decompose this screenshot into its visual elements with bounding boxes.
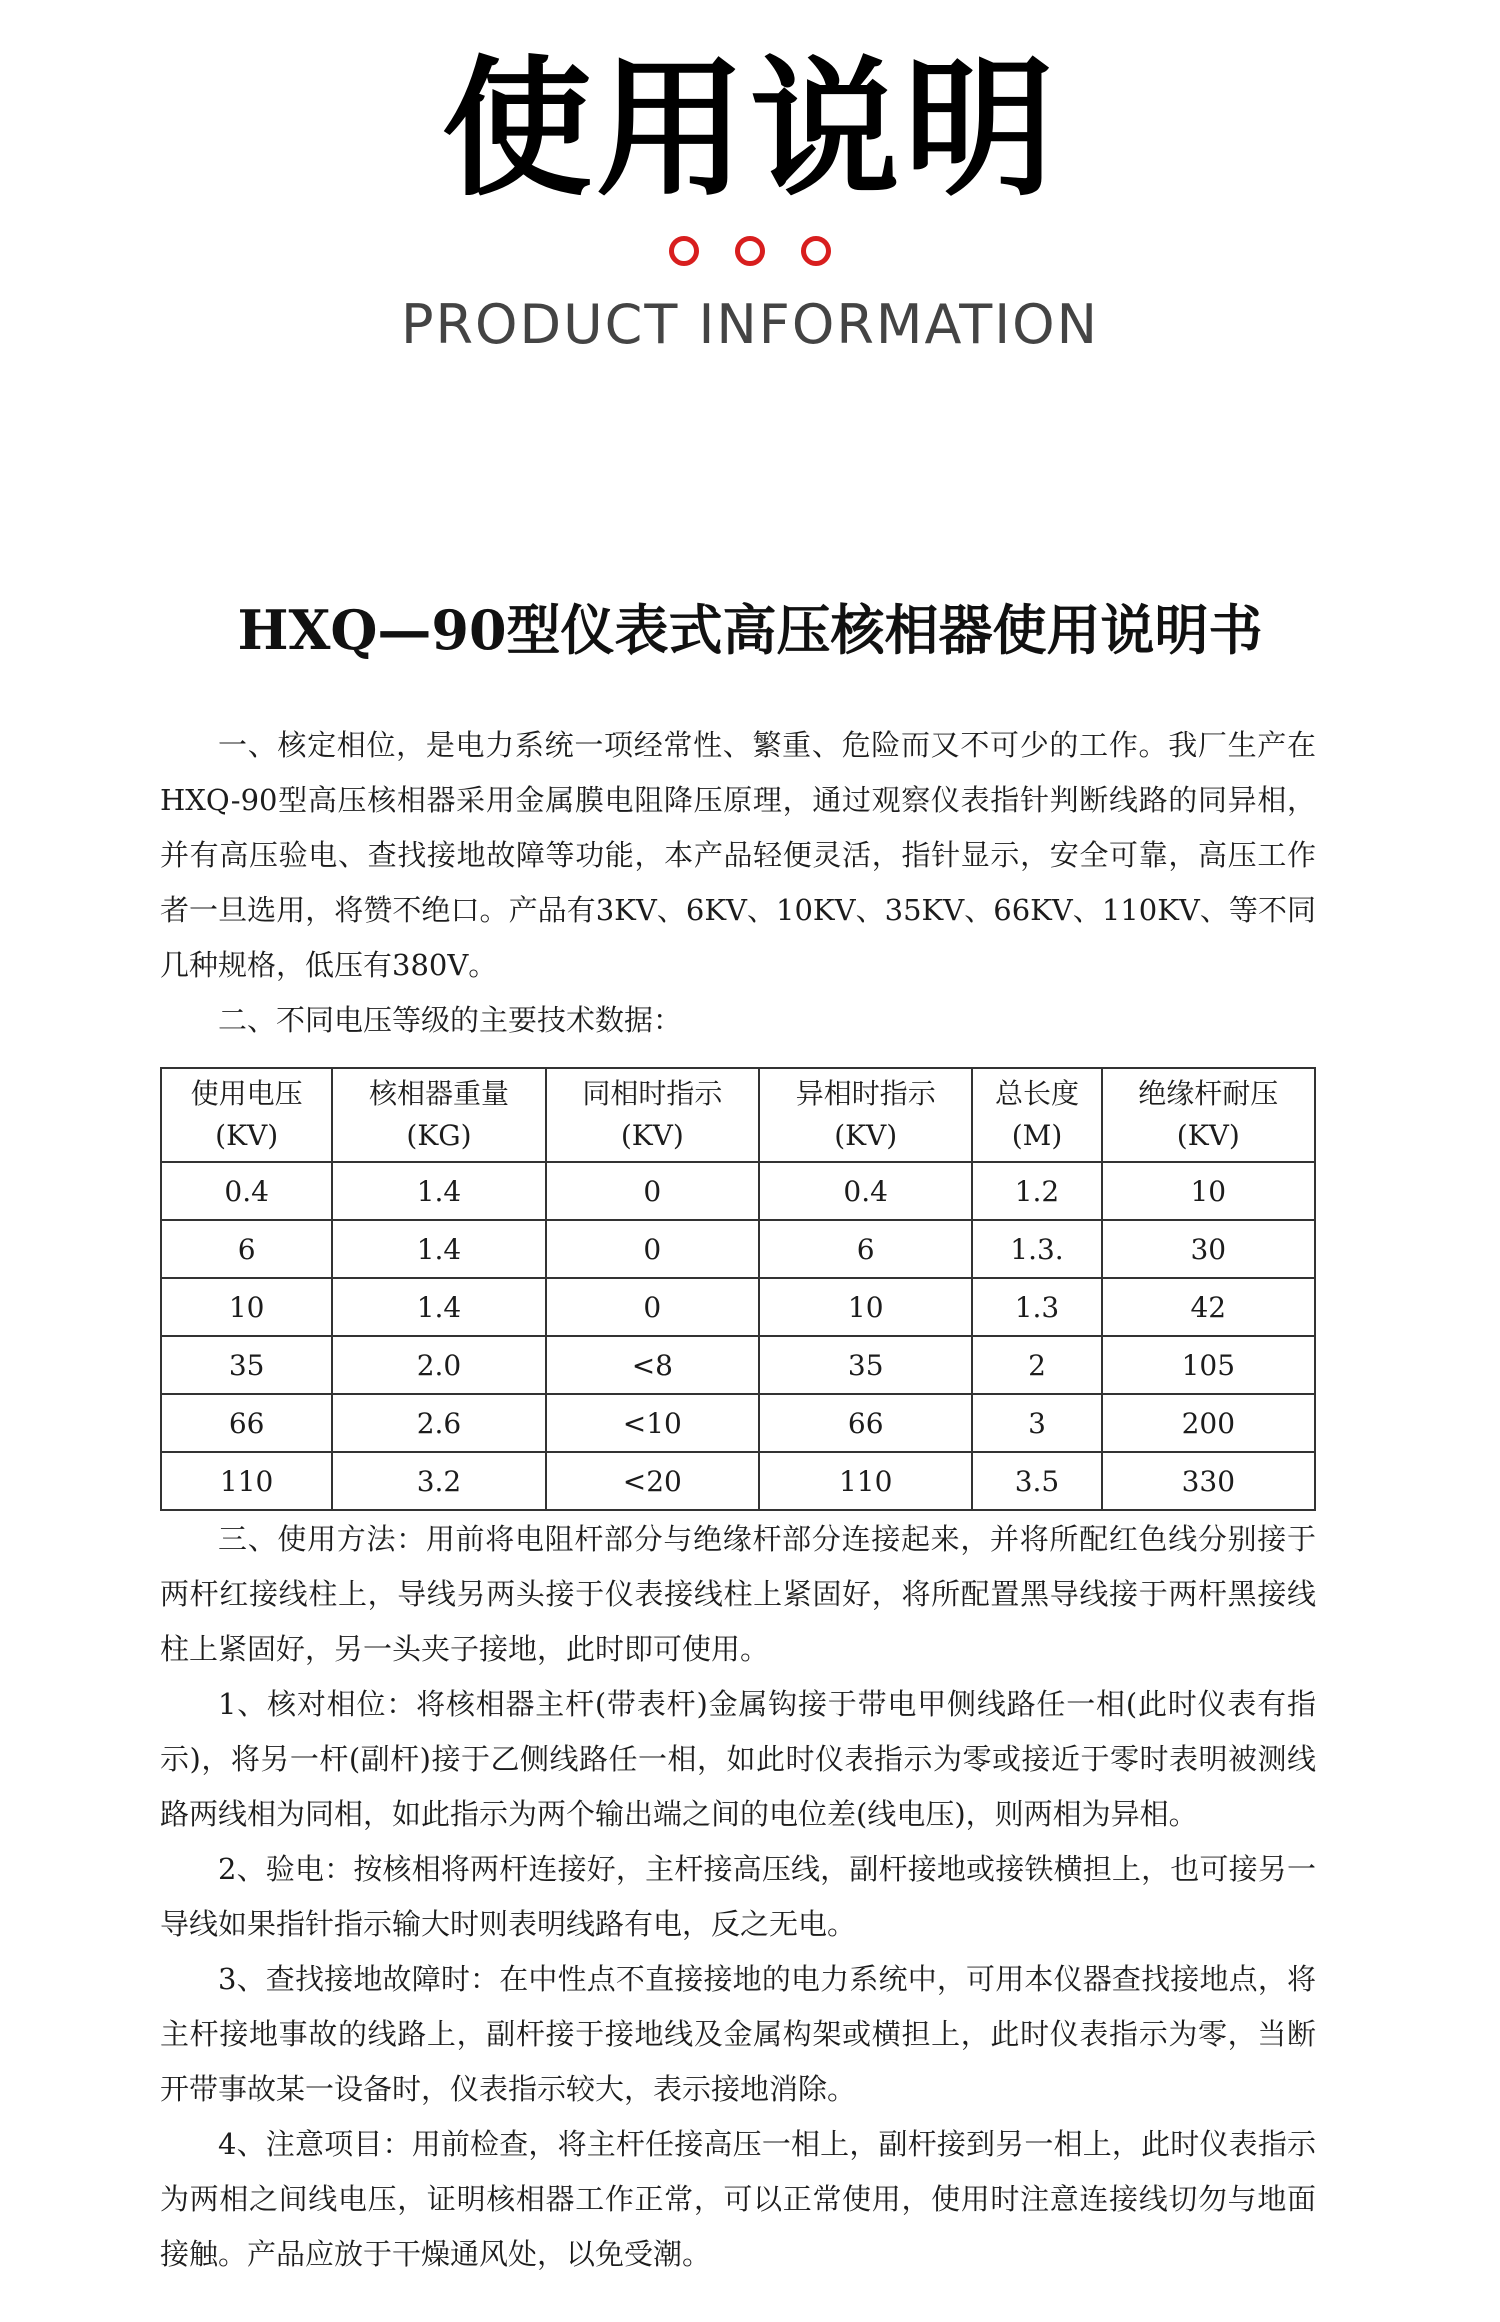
page-heading: 使用说明 (441, 43, 1058, 217)
table-row (161, 1452, 1315, 1510)
page-subheading: PRODUCT INFORMATION (400, 293, 1100, 356)
table-cell: 200 (1102, 1394, 1315, 1452)
table-cell: 3 (972, 1394, 1101, 1452)
decorative-dots (0, 236, 1500, 266)
table-header-row (161, 1068, 1315, 1162)
spec-table (160, 1067, 1316, 1511)
paragraph-usage: 三、使用方法：用前将电阻杆部分与绝缘杆部分连接起来，并将所配红色线分别接于两杆红接线柱上，导线另两头接于仪表接线柱上紧固好，将所配置黑导线接于两杆黑接线柱上紧固好，另一头夹子接地，此时即可使用。 (160, 1522, 1316, 1666)
table-cell: 1.4 (332, 1220, 545, 1278)
table-row (161, 1220, 1315, 1278)
table-cell: 2.0 (332, 1336, 545, 1394)
table-cell: 0 (546, 1162, 759, 1220)
table-cell: 2 (972, 1336, 1101, 1394)
table-cell: 1.2 (972, 1162, 1101, 1220)
paragraph-table-heading: 二、不同电压等级的主要技术数据： (218, 1003, 683, 1037)
paragraph-notes: 4、注意项目：用前检查，将主杆任接高压一相上，副杆接到另一相上，此时仪表指示为两相之间线电压，证明核相器工作正常，可以正常使用，使用时注意连接线切勿与地面接触。产品应放于干燥通风处，以免受潮。 (160, 2127, 1316, 2271)
table-cell: 0 (546, 1278, 759, 1336)
table-cell: 0.4 (161, 1162, 332, 1220)
table-cell: 1.3 (972, 1278, 1101, 1336)
paragraph-voltage-test: 2、验电：按核相将两杆连接好，主杆接高压线，副杆接地或接铁横担上，也可接另一导线如果指针指示输大时则表明线路有电，反之无电。 (160, 1852, 1316, 1941)
table-cell: <8 (546, 1336, 759, 1394)
document-title: HXQ—90型仪表式高压核相器使用说明书 (237, 598, 1263, 662)
circle-icon (801, 236, 831, 266)
table-cell: 1.3. (972, 1220, 1101, 1278)
table-cell: 66 (161, 1394, 332, 1452)
table-cell: 0.4 (759, 1162, 972, 1220)
paragraph-intro: 一、核定相位，是电力系统一项经常性、繁重、危险而又不可少的工作。我厂生产在HXQ-90型高压核相器采用金属膜电阻降压原理，通过观察仪表指针判断线路的同异相，并有高压验电、查找接地故障等功能，本产品轻便灵活，指针显示，安全可靠，高压工作者一旦选用，将赞不绝口。产品有3KV、6KV、10KV、35KV、66KV、110KV、等不同几种规格，低压有380V。 (160, 728, 1316, 982)
table-cell: 3.2 (332, 1452, 545, 1510)
table-cell: 3.5 (972, 1452, 1101, 1510)
table-header-cell: 异相时指示 (KV) (759, 1068, 972, 1162)
table-cell: 10 (759, 1278, 972, 1336)
table-cell: 110 (161, 1452, 332, 1510)
table-cell: <10 (546, 1394, 759, 1452)
table-cell: 30 (1102, 1220, 1315, 1278)
table-cell: 10 (1102, 1162, 1315, 1220)
table-header-cell: 使用电压 (KV) (161, 1068, 332, 1162)
circle-icon (669, 236, 699, 266)
table-cell: 2.6 (332, 1394, 545, 1452)
table-cell: <20 (546, 1452, 759, 1510)
table-cell: 1.4 (332, 1162, 545, 1220)
table-header-cell: 总长度 (M) (972, 1068, 1101, 1162)
table-cell: 0 (546, 1220, 759, 1278)
table-cell: 6 (161, 1220, 332, 1278)
table-cell: 110 (759, 1452, 972, 1510)
table-row (161, 1162, 1315, 1220)
table-row (161, 1336, 1315, 1394)
circle-icon (735, 236, 765, 266)
table-cell: 6 (759, 1220, 972, 1278)
table-header-cell: 绝缘杆耐压 (KV) (1102, 1068, 1315, 1162)
table-cell: 35 (161, 1336, 332, 1394)
table-row (161, 1394, 1315, 1452)
intro-section (160, 718, 1316, 1048)
paragraph-ground-fault: 3、查找接地故障时：在中性点不直接接地的电力系统中，可用本仪器查找接地点，将主杆接地事故的线路上，副杆接于接地线及金属构架或横担上，此时仪表指示为零，当断开带事故某一设备时，仪表指示较大，表示接地消除。 (160, 1962, 1316, 2106)
table-cell: 105 (1102, 1336, 1315, 1394)
table-cell: 42 (1102, 1278, 1315, 1336)
paragraph-phase-check: 1、核对相位：将核相器主杆(带表杆)金属钩接于带电甲侧线路任一相(此时仪表有指示)，将另一杆(副杆)接于乙侧线路任一相，如此时仪表指示为零或接近于零时表明被测线路两线相为同相，如此指示为两个输出端之间的电位差(线电压)，则两相为异相。 (160, 1687, 1316, 1831)
table-cell: 35 (759, 1336, 972, 1394)
table-header-cell: 同相时指示 (KV) (546, 1068, 759, 1162)
usage-section (160, 1512, 1316, 2282)
table-row (161, 1278, 1315, 1336)
table-cell: 330 (1102, 1452, 1315, 1510)
table-cell: 10 (161, 1278, 332, 1336)
table-cell: 66 (759, 1394, 972, 1452)
table-cell: 1.4 (332, 1278, 545, 1336)
table-header-cell: 核相器重量 (KG) (332, 1068, 545, 1162)
